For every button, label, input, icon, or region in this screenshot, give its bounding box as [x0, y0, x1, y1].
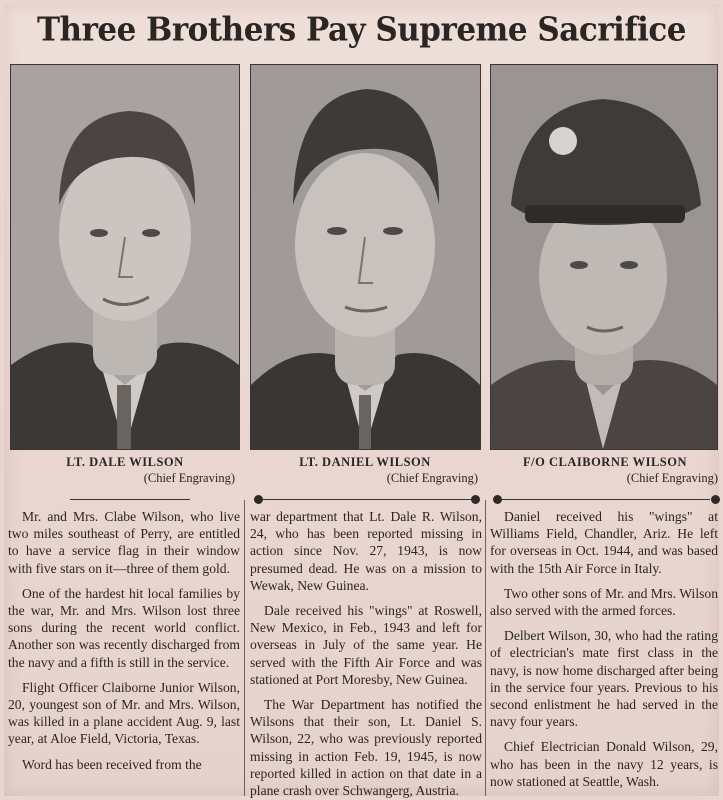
article-paragraph: Flight Officer Claiborne Junior Wilson, 20, youngest son of Mr. and Mrs. Wilson, was killed in a plane accident Aug. 9, last year, at Aloe Field, Victoria, Texas. [8, 679, 240, 747]
article-paragraph: Mr. and Mrs. Clabe Wilson, who live two miles southeast of Perry, are entitled to have a service flag in their window with five stars on it—three of them gold. [8, 509, 240, 576]
article-paragraph: Two other sons of Mr. and Mrs. Wilson also served with the armed forces. [490, 585, 718, 619]
article-paragraph: One of the hardest hit local families by the war, Mr. and Mrs. Wilson lost three sons during the recent world conflict. Another son was recently discharged from the navy and a fifth is still in the service. [8, 585, 240, 670]
column-rule [70, 499, 190, 500]
article-paragraph: Daniel received his "wings" at Williams Field, Chandler, Ariz. He left for overseas in Oct. 1944, and was based with the 15th Air Force in Italy. [490, 509, 718, 576]
caption-credit-dale: (Chief Engraving) [143, 471, 235, 485]
caption-credit-claiborne: (Chief Engraving) [626, 471, 718, 485]
portrait-photo-claiborne [490, 64, 718, 450]
article-paragraph: Delbert Wilson, 30, who had the rating of electrician's mate first class in the navy, is now home discharged after being in the service four years. Previous to his second enlistment he had served in the navy four years. [490, 628, 718, 730]
article-column-3 [490, 508, 718, 790]
article-column-2 [250, 508, 482, 799]
column-rule [500, 499, 710, 500]
caption-name-dale: LT. DALE WILSON [66, 455, 184, 469]
article-column-1 [8, 508, 240, 773]
article-paragraph: war department that Lt. Dale R. Wilson, 24, who has been reported missing in action since Nov. 27, 1943, is now presumed dead. He was on a mission to Wewak, New Guinea. [250, 509, 482, 593]
rule-dot [711, 495, 720, 504]
column-divider [244, 500, 245, 796]
article-paragraph: The War Department has notified the Wilsons that their son, Lt. Daniel S. Wilson, 22, who was previously reported missing in action Feb. 19, 1945, is now reported killed in action on that date in a plane crash over Schwangerg, Austria. [250, 697, 482, 799]
caption-credit-daniel: (Chief Engraving) [386, 471, 478, 485]
rule-dot [471, 495, 480, 504]
caption-name-daniel: LT. DANIEL WILSON [299, 455, 431, 469]
article-paragraph: Word has been received from the [22, 756, 202, 772]
portrait-photo-dale [10, 64, 240, 450]
portrait-photo-daniel [250, 64, 481, 450]
article-paragraph: Dale received his "wings" at Roswell, New Mexico, in Feb., 1943 and left for overseas in July of the same year. He served with the Fifth Air Force and was stationed at Port Moresby, New Guinea. [250, 603, 482, 687]
column-rule [262, 499, 472, 500]
column-divider [485, 500, 486, 796]
article-paragraph: Chief Electrician Donald Wilson, 29, who has been in the navy 12 years, is now stationed at Seattle, Wash. [490, 739, 718, 789]
headline: Three Brothers Pay Supreme Sacrifice [36, 11, 687, 49]
caption-name-claiborne: F/O CLAIBORNE WILSON [523, 455, 687, 469]
